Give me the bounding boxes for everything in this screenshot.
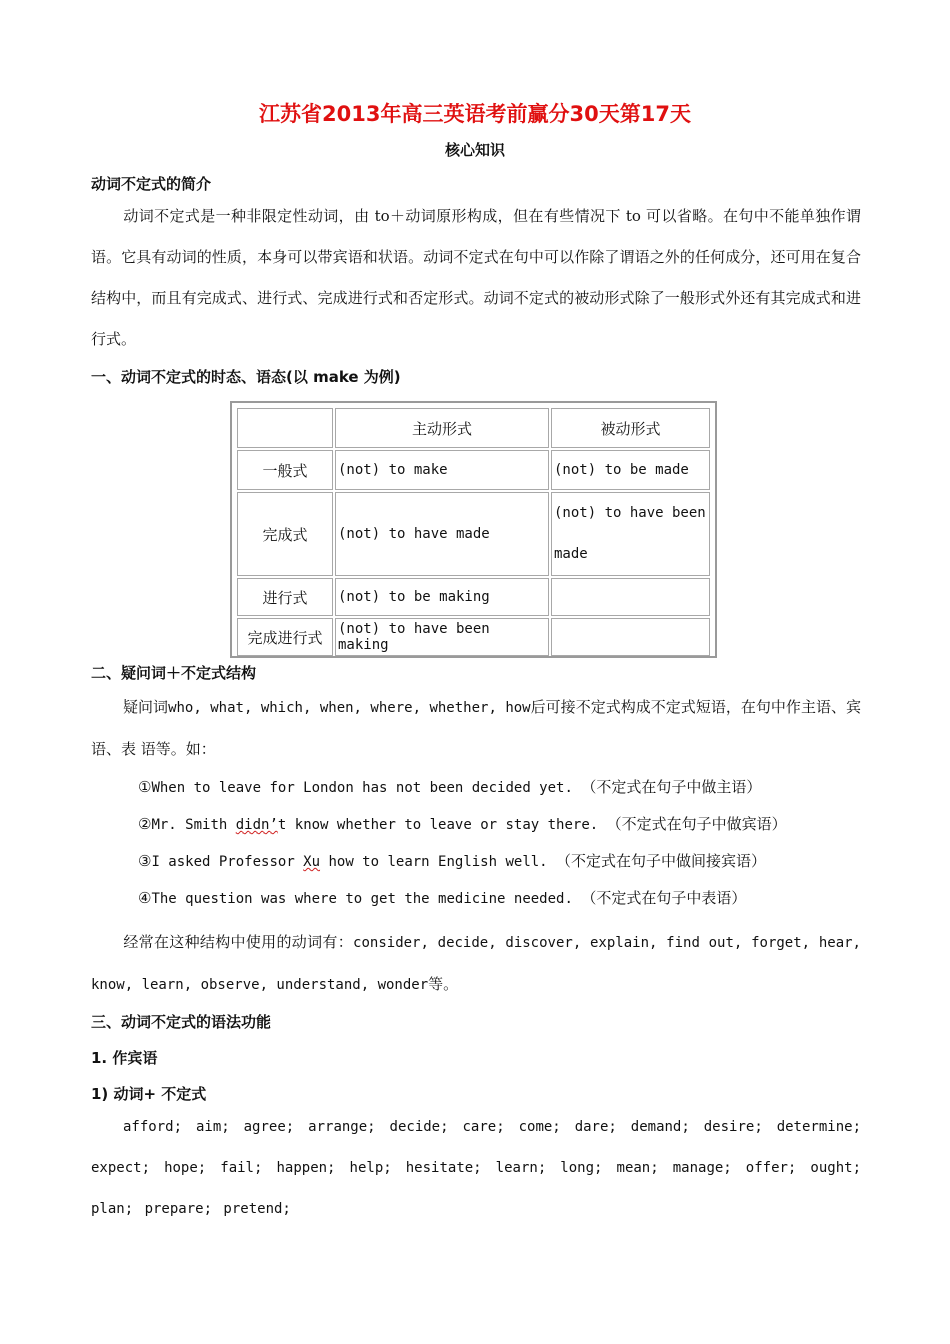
example-3 xyxy=(138,850,766,871)
table-header-active: 主动形式 xyxy=(335,408,549,448)
table-row-label: 一般式 xyxy=(237,450,333,490)
verbs-list-paragraph xyxy=(91,1107,861,1230)
example-note: （不定式在句子中表语） xyxy=(581,889,747,907)
table-row-label: 完成式 xyxy=(237,492,333,576)
example-number: ③ xyxy=(138,852,152,870)
example-note: （不定式在句子中做间接宾语） xyxy=(556,852,767,870)
table-cell-passive xyxy=(551,578,710,616)
table-header-empty xyxy=(237,408,333,448)
example-english-post: how to learn English well. xyxy=(320,854,548,870)
document-title: 江苏省2013年高三英语考前赢分30天第17天 xyxy=(259,102,691,126)
section2-text-b: 后可接不定式构成不定式短语，在句中作主语、宾语、表 语等。如： xyxy=(91,698,861,758)
verbs-list: afford; aim; agree; arrange; decide; care; come; dare; demand; desire; determine; expect; hope; fail; happen; help; hesitate; learn; long; mean; manage; offer; ought; plan; prepare; pretend; xyxy=(91,1119,861,1217)
table-cell-passive: (not) to have been made xyxy=(551,492,710,576)
intro-heading: 动词不定式的简介 xyxy=(91,175,212,193)
table-row-label: 进行式 xyxy=(237,578,333,616)
document-subtitle: 核心知识 xyxy=(444,141,505,159)
table-cell-active: (not) to have made xyxy=(335,492,549,576)
example-4 xyxy=(138,887,746,908)
spellcheck-underlined-word: didn’ xyxy=(235,817,278,833)
example-english: When to leave for London has not been decided yet. xyxy=(151,780,573,796)
table-row-label: 完成进行式 xyxy=(237,618,333,656)
table-header-passive: 被动形式 xyxy=(551,408,710,448)
section3-sub1: 1. 作宾语 xyxy=(91,1049,158,1067)
example-english: The question was where to get the medicine needed. xyxy=(151,891,573,907)
section2-paragraph xyxy=(91,687,861,770)
table-cell-passive: (not) to be made xyxy=(551,450,710,490)
intro-paragraph xyxy=(91,196,861,360)
example-2 xyxy=(138,813,787,834)
table-cell-passive xyxy=(551,618,710,656)
intro-text: 动词不定式是一种非限定性动词，由 to＋动词原形构成，但在有些情况下 to 可以省略。在句中不能单独作谓语。它具有动词的性质，本身可以带宾语和状语。动词不定式在句中可以作除了谓语之外的任何成分，还可用在复合结构中，而且有完成式、进行式、完成进行式和否定形式。动词不定式的被动形式除了一般形式外还有其完成式和进行式。 xyxy=(91,207,861,348)
section3-sub1-1: 1) 动词+ 不定式 xyxy=(91,1085,207,1103)
section2-text-a: 疑问词 xyxy=(123,698,169,716)
question-words: who, what, which, when, where, whether, how xyxy=(168,700,531,716)
spellcheck-underlined-word: Xu xyxy=(303,854,321,870)
example-english-post: t know whether to leave or stay there. xyxy=(277,817,599,833)
common-verbs-list: consider, decide, discover, explain, find out, forget, hear, know, learn, observe, understand, wonder xyxy=(91,935,861,993)
section1-heading-text: 一、动词不定式的时态、语态(以 make 为例) xyxy=(91,368,401,386)
example-number: ① xyxy=(138,778,152,796)
section2-heading: 二、疑问词＋不定式结构 xyxy=(91,664,257,682)
example-1 xyxy=(138,776,761,797)
example-english-pre: I asked Professor xyxy=(151,854,304,870)
example-note: （不定式在句子中做宾语） xyxy=(606,815,787,833)
example-number: ② xyxy=(138,815,152,833)
common-verbs-text-a: 经常在这种结构中使用的动词有： xyxy=(123,933,354,951)
example-number: ④ xyxy=(138,889,152,907)
table-cell-active: (not) to make xyxy=(335,450,549,490)
table-cell-active: (not) to be making xyxy=(335,578,549,616)
common-verbs-paragraph xyxy=(91,922,861,1006)
section3-heading: 三、动词不定式的语法功能 xyxy=(91,1013,272,1031)
section1-heading xyxy=(91,366,401,387)
common-verbs-text-b: 等。 xyxy=(428,975,459,993)
table-cell-active: (not) to have been making xyxy=(335,618,549,656)
infinitive-forms-table xyxy=(230,401,717,658)
example-note: （不定式在句子中做主语） xyxy=(581,778,762,796)
example-english-pre: Mr. Smith xyxy=(151,817,236,833)
